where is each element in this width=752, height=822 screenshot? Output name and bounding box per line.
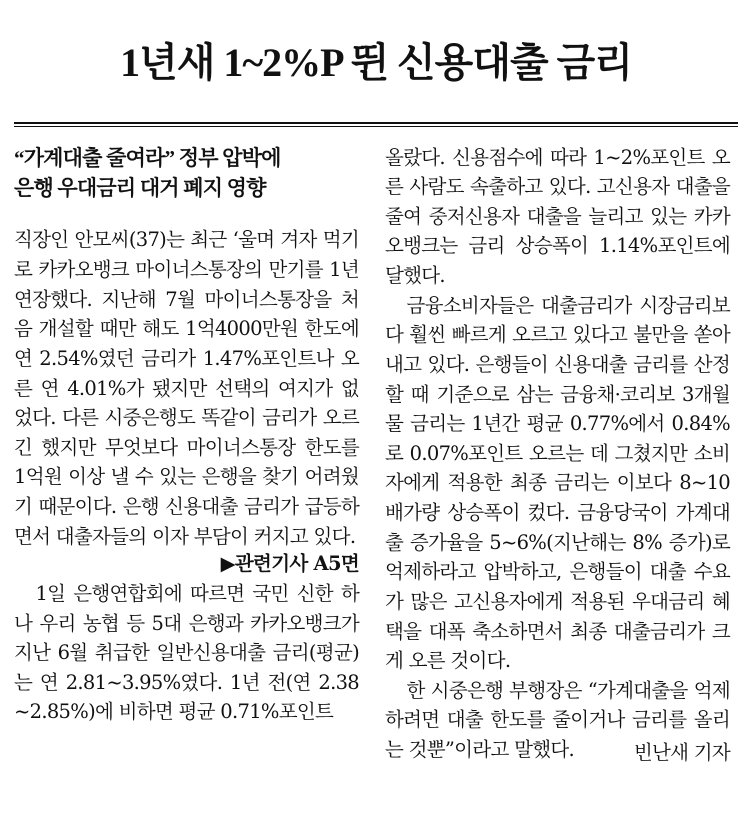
paragraph: 올랐다. 신용점수에 따라 1~2%포인트 오른 사람도 속출하고 있다. 고신용자 대출을 줄여 중저신용자 대출을 늘리고 있는 카카오뱅크는 금리 상승폭이 1.14%포인트에 달했다. — [385, 145, 730, 288]
newspaper-article-page — [0, 27, 752, 822]
page-title: 1년새 1~2%P 뛴 신용대출 금리 — [120, 39, 632, 85]
left-column — [14, 143, 359, 728]
paragraph: 1일 은행연합회에 따르면 국민 신한 하나 우리 농협 등 5대 은행과 카카오뱅크가 지난 6월 취급한 일반신용대출 금리(평균)는 연 2.81~3.95%였다. 1년 전(연 2.38~2.85%)에 비하면 평균 0.71%포인트 — [14, 581, 359, 724]
paragraph: 한 시중은행 부행장은 “가계대출을 억제하려면 대출 한도를 줄이거나 금리를 올리는 것뿐”이라고 말했다. — [385, 678, 730, 762]
article-subhead — [14, 143, 359, 204]
related-article-link[interactable]: ▶관련기사 A5면 — [220, 552, 359, 576]
subhead-line-2: 은행 우대금리 대거 폐지 영향 — [14, 176, 266, 201]
right-column — [385, 143, 730, 768]
subhead-line-1: “가계대출 줄여라” 정부 압박에 — [14, 145, 281, 170]
headline-divider-thick — [14, 122, 738, 124]
byline: 빈난새 기자 — [633, 740, 730, 764]
headline-divider-thin — [14, 126, 738, 127]
paragraph: 직장인 안모씨(37)는 최근 ‘울며 겨자 먹기로 카카오뱅크 마이너스통장의 만기를 1년 연장했다. 지난해 7월 마이너스통장을 처음 개설할 때만 해도 1억4000만원 한도에 연 2.54%였던 금리가 1.47%포인트나 오른 연 4.01%가 됐지만 선택의 여지가 없었다. 다른 시중은행도 똑같이 금리가 오르긴 했지만 무엇보다 마이너스통장 한도를 1억원 이상 낼 수 있는 은행을 찾기 어려웠기 때문이다. 은행 신용대출 금리가 급등하면서 대출자들의 이자 부담이 커지고 있다. — [14, 228, 359, 548]
paragraph: 금융소비자들은 대출금리가 시장금리보다 훨씬 빠르게 오르고 있다고 불만을 쏟아내고 있다. 은행들이 신용대출 금리를 산정할 때 기준으로 삼는 금융채·코리보 3개월물 금리는 1년간 평균 0.77%에서 0.84%로 0.07%포인트 오르는 데 그쳤지만 소비자에게 적용한 최종 금리는 이보다 8~10배가량 상승폭이 컸다. 금융당국이 가계대출 증가율을 5~6%(지난해는 8% 증가)로 억제하라고 압박하고, 은행들이 대출 수요가 많은 고신용자에게 적용된 우대금리 혜택을 대폭 축소하면서 최종 대출금리가 크게 오른 것이다. — [385, 293, 730, 673]
article-columns — [14, 143, 738, 768]
